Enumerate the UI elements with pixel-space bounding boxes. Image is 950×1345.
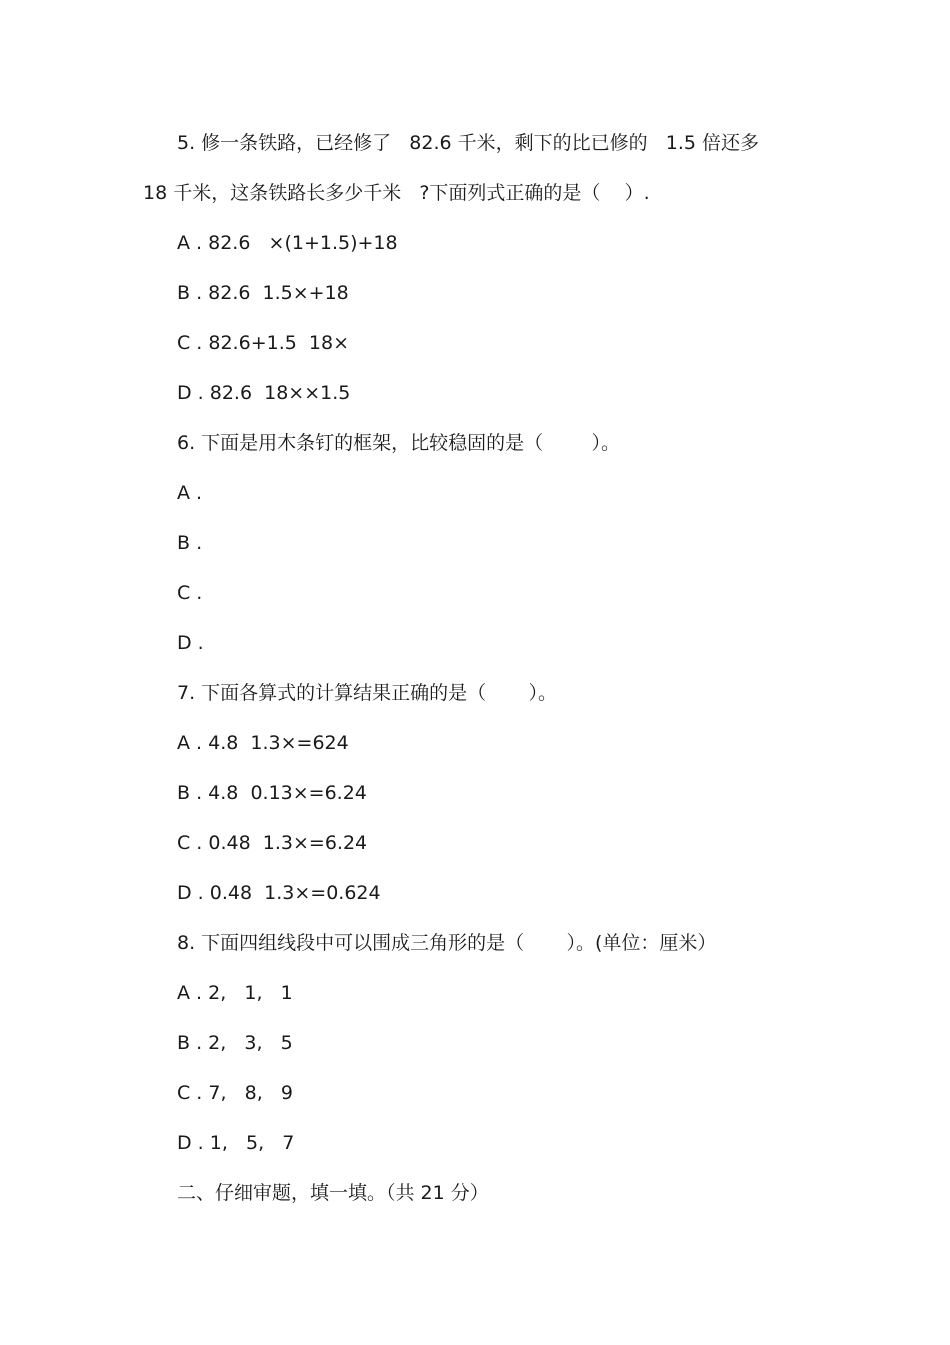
question-7-option-b: B . 4.8 0.13×=6.24 (177, 782, 367, 804)
question-5-option-d: D . 82.6 18××1.5 (177, 382, 351, 404)
question-6-option-b: B . (177, 532, 203, 554)
section-heading: 二、仔细审题，填一填。（共 21 分） (177, 1182, 489, 1204)
question-6-option-c: C . (177, 582, 203, 604)
question-6-stem: 6. 下面是用木条钉的框架，比较稳固的是（ ）。 (177, 432, 620, 454)
question-8-option-a: A . 2, 1, 1 (177, 982, 293, 1004)
question-8-option-c: C . 7, 8, 9 (177, 1082, 293, 1104)
question-5-stem-line-1: 5. 修一条铁路，已经修了 82.6 千米，剩下的比已修的 1.5 倍还多 (177, 132, 760, 154)
question-5-stem-line-2: 18 千米，这条铁路长多少千米 ?下面列式正确的是（ ）. (143, 182, 650, 204)
question-7-option-d: D . 0.48 1.3×=0.624 (177, 882, 381, 904)
question-7-option-a: A . 4.8 1.3×=624 (177, 732, 349, 754)
question-8-option-b: B . 2, 3, 5 (177, 1032, 293, 1054)
question-6-option-a: A . (177, 482, 203, 504)
question-8-stem: 8. 下面四组线段中可以围成三角形的是（ ）。(单位：厘米） (177, 932, 717, 954)
question-6-option-d: D . (177, 632, 204, 654)
question-7-option-c: C . 0.48 1.3×=6.24 (177, 832, 368, 854)
question-8-option-d: D . 1, 5, 7 (177, 1132, 295, 1154)
question-7-stem: 7. 下面各算式的计算结果正确的是（ ）。 (177, 682, 557, 704)
question-5-option-c: C . 82.6+1.5 18× (177, 332, 350, 354)
question-5-option-a: A . 82.6 ×(1+1.5)+18 (177, 232, 398, 254)
question-5-option-b: B . 82.6 1.5×+18 (177, 282, 349, 304)
